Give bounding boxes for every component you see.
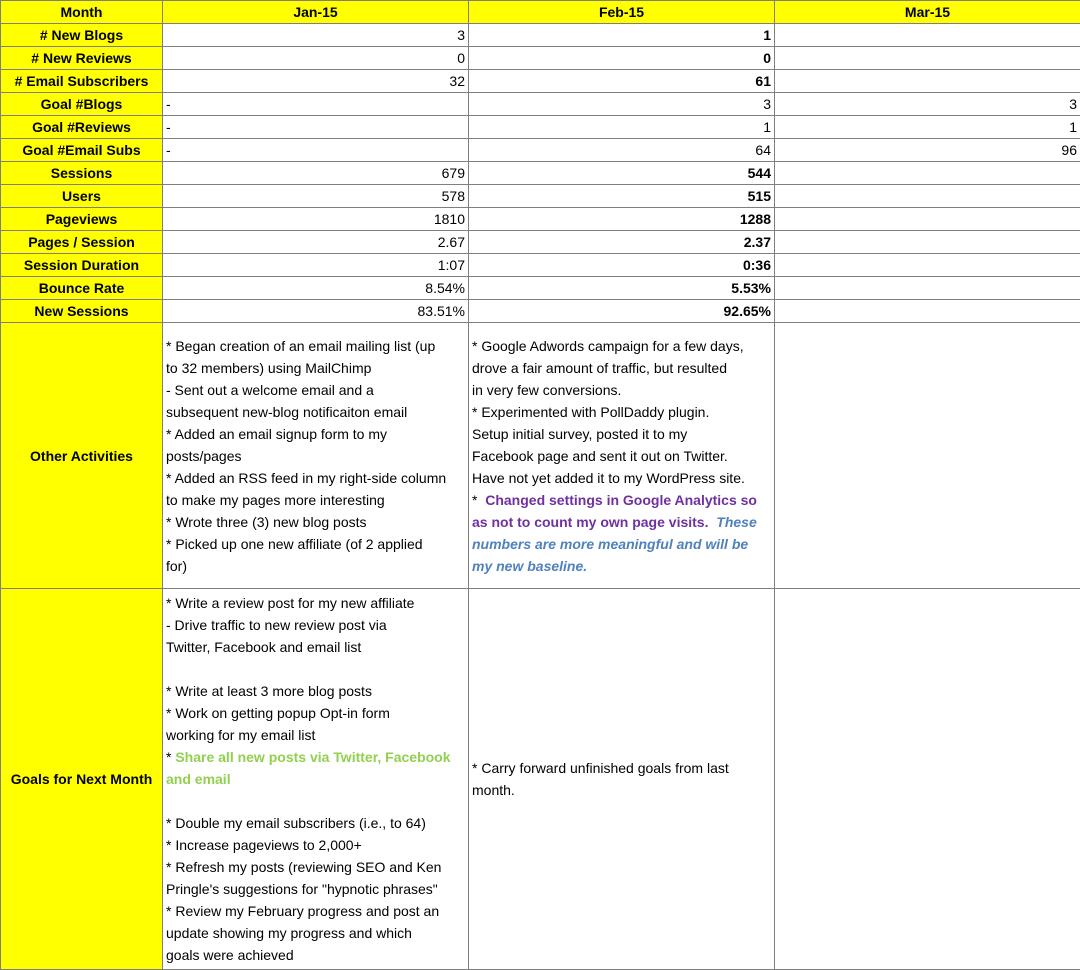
text-line: * Write at least 3 more blog posts: [166, 680, 465, 702]
text-line: to make my pages more interesting: [166, 489, 465, 511]
row-label[interactable]: Goal #Email Subs: [1, 139, 163, 162]
text-line: working for my email list: [166, 724, 465, 746]
cell-mar[interactable]: [775, 277, 1080, 300]
text-line: drove a fair amount of traffic, but resulted: [472, 357, 771, 379]
cell-feb[interactable]: 1: [469, 116, 775, 139]
text-line: update showing my progress and which: [166, 922, 465, 944]
row-label[interactable]: Goal #Blogs: [1, 93, 163, 116]
month-header-mar[interactable]: Mar-15: [775, 1, 1080, 24]
text-line: * Carry forward unfinished goals from last: [472, 757, 771, 779]
row-label[interactable]: # New Blogs: [1, 24, 163, 47]
cell-jan[interactable]: 3: [163, 24, 469, 47]
cell-jan[interactable]: -: [163, 93, 469, 116]
blank-line: [166, 790, 465, 812]
metric-row: [1, 47, 1080, 70]
text-line: * Added an RSS feed in my right-side column: [166, 467, 465, 489]
metric-row: [1, 93, 1080, 116]
cell-mar[interactable]: [775, 24, 1080, 47]
cell-jan[interactable]: 83.51%: [163, 300, 469, 323]
purple-highlight-text: as not to count my own page visits.: [472, 514, 708, 530]
metric-row: [1, 116, 1080, 139]
cell-feb[interactable]: 64: [469, 139, 775, 162]
cell-jan[interactable]: 2.67: [163, 231, 469, 254]
metric-row: [1, 185, 1080, 208]
header-row: [1, 1, 1080, 24]
text-line: Pringle's suggestions for "hypnotic phrases": [166, 878, 465, 900]
text-line: * Refresh my posts (reviewing SEO and Ken: [166, 856, 465, 878]
cell-jan[interactable]: 32: [163, 70, 469, 93]
metric-row: [1, 70, 1080, 93]
cell-jan[interactable]: 679: [163, 162, 469, 185]
metric-row: [1, 162, 1080, 185]
text-line: * Began creation of an email mailing list (up: [166, 335, 465, 357]
cell-mar[interactable]: [775, 47, 1080, 70]
text-line: in very few conversions.: [472, 379, 771, 401]
text-line: posts/pages: [166, 445, 465, 467]
bullet-star: *: [472, 492, 485, 508]
cell-mar[interactable]: [775, 185, 1080, 208]
cell-mar[interactable]: [775, 208, 1080, 231]
month-header-feb[interactable]: Feb-15: [469, 1, 775, 24]
cell-feb[interactable]: 92.65%: [469, 300, 775, 323]
goals-jan-cell[interactable]: [163, 589, 469, 970]
text-line: Facebook page and sent it out on Twitter.: [472, 445, 771, 467]
text-line: * Picked up one new affiliate (of 2 applied: [166, 533, 465, 555]
text-line: Setup initial survey, posted it to my: [472, 423, 771, 445]
blue-note-text: my new baseline.: [472, 555, 771, 577]
cell-jan[interactable]: 8.54%: [163, 277, 469, 300]
cell-feb[interactable]: 0: [469, 47, 775, 70]
cell-feb[interactable]: 0:36: [469, 254, 775, 277]
text-line: * Added an email signup form to my: [166, 423, 465, 445]
row-label[interactable]: Pages / Session: [1, 231, 163, 254]
row-label[interactable]: New Sessions: [1, 300, 163, 323]
other-activities-mar-cell[interactable]: [775, 323, 1080, 589]
text-line: * Google Adwords campaign for a few days,: [472, 335, 771, 357]
text-line: - Sent out a welcome email and a: [166, 379, 465, 401]
text-line: for): [166, 555, 465, 577]
row-label[interactable]: Goal #Reviews: [1, 116, 163, 139]
row-label[interactable]: Bounce Rate: [1, 277, 163, 300]
row-label[interactable]: # New Reviews: [1, 47, 163, 70]
bullet-star: *: [166, 749, 175, 765]
other-activities-row: [1, 323, 1080, 589]
month-header-jan[interactable]: Jan-15: [163, 1, 469, 24]
cell-mar[interactable]: [775, 70, 1080, 93]
row-label[interactable]: Other Activities: [1, 323, 163, 589]
cell-feb[interactable]: 3: [469, 93, 775, 116]
text-line: Twitter, Facebook and email list: [166, 636, 465, 658]
cell-feb[interactable]: 61: [469, 70, 775, 93]
goals-mar-cell[interactable]: [775, 589, 1080, 970]
cell-jan[interactable]: 1:07: [163, 254, 469, 277]
cell-feb[interactable]: 2.37: [469, 231, 775, 254]
text-line: * Wrote three (3) new blog posts: [166, 511, 465, 533]
other-activities-jan-cell[interactable]: [163, 323, 469, 589]
cell-mar[interactable]: [775, 254, 1080, 277]
cell-mar[interactable]: [775, 231, 1080, 254]
table-body: [1, 1, 1080, 970]
text-line: * Experimented with PollDaddy plugin.: [472, 401, 771, 423]
text-line: Have not yet added it to my WordPress site.: [472, 467, 771, 489]
goals-row: [1, 589, 1080, 970]
text-line: * Increase pageviews to 2,000+: [166, 834, 465, 856]
cell-jan[interactable]: -: [163, 116, 469, 139]
cell-feb[interactable]: 544: [469, 162, 775, 185]
text-line: * Double my email subscribers (i.e., to 64): [166, 812, 465, 834]
cell-feb[interactable]: 1288: [469, 208, 775, 231]
text-line: * Write a review post for my new affiliate: [166, 592, 465, 614]
blank-line: [166, 658, 465, 680]
other-activities-feb-cell[interactable]: [469, 323, 775, 589]
cell-jan[interactable]: 0: [163, 47, 469, 70]
text-line: - Drive traffic to new review post via: [166, 614, 465, 636]
cell-jan[interactable]: 1810: [163, 208, 469, 231]
text-line-highlight: [472, 511, 771, 533]
green-highlight-text: and email: [166, 768, 465, 790]
metric-row: [1, 231, 1080, 254]
metric-row: [1, 139, 1080, 162]
row-label[interactable]: Users: [1, 185, 163, 208]
cell-mar[interactable]: [775, 300, 1080, 323]
row-label[interactable]: Pageviews: [1, 208, 163, 231]
green-highlight-text: Share all new posts via Twitter, Facebook: [175, 749, 450, 765]
text-line: * Review my February progress and post an: [166, 900, 465, 922]
cell-jan[interactable]: -: [163, 139, 469, 162]
cell-feb[interactable]: 1: [469, 24, 775, 47]
text-line: month.: [472, 779, 771, 801]
cell-mar[interactable]: [775, 162, 1080, 185]
goals-feb-cell[interactable]: [469, 589, 775, 970]
cell-mar[interactable]: 96: [775, 139, 1080, 162]
purple-highlight-text: Changed settings in Google Analytics so: [485, 492, 757, 508]
text-line: to 32 members) using MailChimp: [166, 357, 465, 379]
blue-note-text: numbers are more meaningful and will be: [472, 533, 771, 555]
metric-row: [1, 254, 1080, 277]
blue-note-text: These: [716, 514, 756, 530]
row-label[interactable]: Sessions: [1, 162, 163, 185]
cell-feb[interactable]: 515: [469, 185, 775, 208]
row-label[interactable]: # Email Subscribers: [1, 70, 163, 93]
text-line: goals were achieved: [166, 944, 465, 966]
metric-row: [1, 277, 1080, 300]
text-line-highlight: [166, 746, 465, 768]
metric-row: [1, 24, 1080, 47]
month-header-label[interactable]: Month: [1, 1, 163, 24]
cell-mar[interactable]: 1: [775, 116, 1080, 139]
row-label[interactable]: Session Duration: [1, 254, 163, 277]
cell-mar[interactable]: 3: [775, 93, 1080, 116]
text-line-highlight: [472, 489, 771, 511]
metric-row: [1, 208, 1080, 231]
cell-jan[interactable]: 578: [163, 185, 469, 208]
text-line: subsequent new-blog notificaiton email: [166, 401, 465, 423]
row-label[interactable]: Goals for Next Month: [1, 589, 163, 970]
metric-row: [1, 300, 1080, 323]
text-line: * Work on getting popup Opt-in form: [166, 702, 465, 724]
cell-feb[interactable]: 5.53%: [469, 277, 775, 300]
